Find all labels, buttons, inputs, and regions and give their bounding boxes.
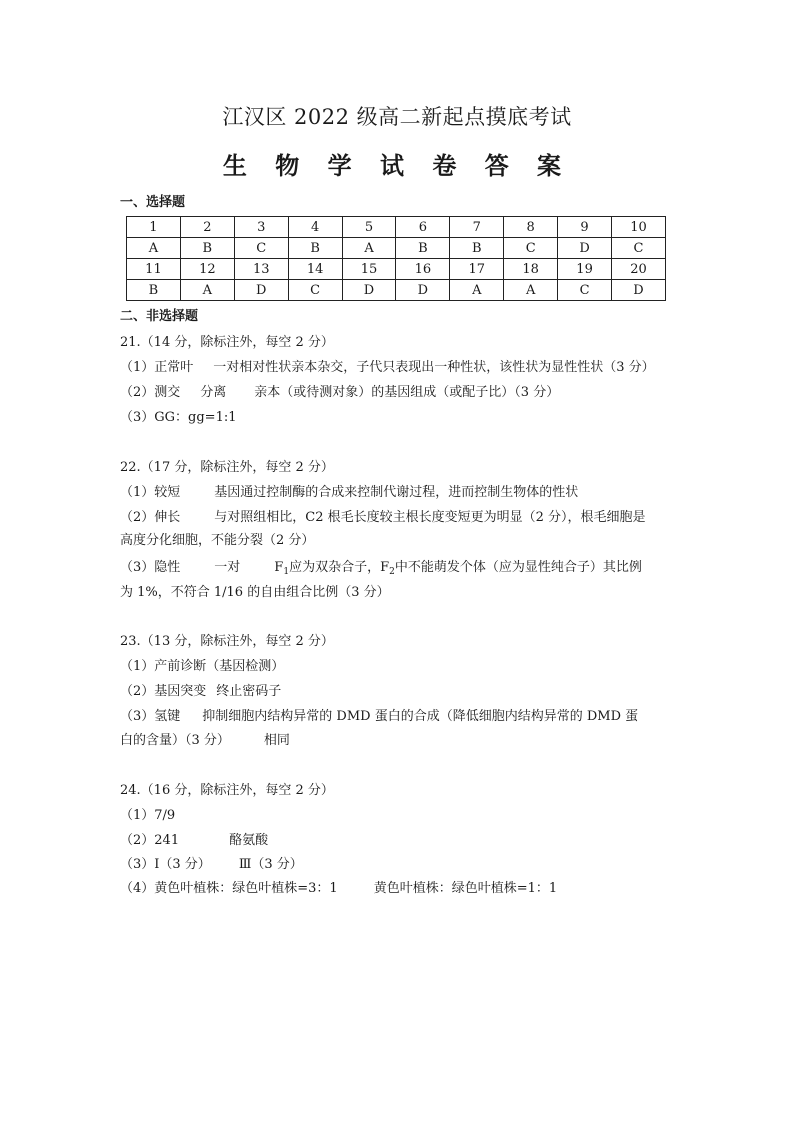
q24-answer-4	[120, 877, 557, 896]
q23-answer-3a: （3）氢键	[120, 709, 181, 724]
table-cell: C	[504, 238, 558, 259]
q24-answer-1: （1）7/9	[120, 808, 176, 823]
table-cell: 10	[612, 217, 666, 238]
table-cell: B	[127, 280, 181, 301]
q22-header: 22.（17 分，除标注外，每空 2 分）	[120, 460, 334, 475]
q23-answer-3	[120, 705, 638, 724]
exam-subtitle: 生 物 学 试 卷 答 案	[222, 152, 572, 180]
table-cell: 13	[234, 259, 288, 280]
q24-answer-3b: Ⅲ（3 分）	[238, 857, 303, 872]
q24-answer-2	[120, 829, 268, 848]
q21-answer-2a: （2）测交	[120, 385, 181, 400]
table-cell: A	[127, 238, 181, 259]
table-cell: 17	[450, 259, 504, 280]
table-cell: B	[450, 238, 504, 259]
q23-answer-2	[120, 680, 281, 699]
q22-answer-2a: （2）伸长	[120, 510, 181, 525]
q22-answer-3c-mid: 应为双杂合子，F	[289, 560, 390, 575]
answer-table	[126, 216, 666, 301]
table-cell: 1	[127, 217, 181, 238]
section-heading-nonchoice: 二、非选择题	[120, 309, 199, 324]
table-row	[127, 238, 666, 259]
table-cell: 8	[504, 217, 558, 238]
q23-answer-3b: 抑制细胞内结构异常的 DMD 蛋白的合成（降低细胞内结构异常的 DMD 蛋	[202, 709, 639, 724]
table-row	[127, 259, 666, 280]
table-cell: C	[234, 238, 288, 259]
table-cell: D	[342, 280, 396, 301]
q21-answer-2	[120, 381, 559, 400]
table-cell: 20	[612, 259, 666, 280]
q22-answer-2b: 与对照组相比，C2 根毛长度较主根长度变短更为明显（2 分），根毛细胞是	[214, 510, 646, 525]
table-cell: C	[558, 280, 612, 301]
table-cell: 16	[396, 259, 450, 280]
q21-answer-2c: 亲本（或待测对象）的基因组成（或配子比）（3 分）	[254, 385, 560, 400]
table-cell: 5	[342, 217, 396, 238]
q23-answer-2a: （2）基因突变	[120, 684, 207, 699]
table-cell: 18	[504, 259, 558, 280]
q21-header: 21.（14 分，除标注外，每空 2 分）	[120, 335, 334, 350]
table-row	[127, 217, 666, 238]
exam-title: 江汉区 2022 级高二新起点摸底考试	[222, 105, 572, 129]
table-cell: 2	[180, 217, 234, 238]
q22-answer-3c-sub2: 2	[389, 567, 395, 577]
q22-answer-3b: 一对	[214, 560, 241, 575]
q22-answer-3c-end: 中不能萌发个体（应为显性纯合子）其比例	[394, 560, 642, 575]
q22-answer-3-cont: 为 1%，不符合 1/16 的自由组合比例（3 分）	[120, 585, 390, 600]
table-cell: 15	[342, 259, 396, 280]
q22-answer-1a: （1）较短	[120, 485, 181, 500]
q24-answer-2a: （2）241	[120, 833, 180, 848]
table-cell: A	[342, 238, 396, 259]
table-cell: D	[612, 280, 666, 301]
table-cell: 7	[450, 217, 504, 238]
q23-answer-2b: 终止密码子	[216, 684, 282, 699]
q22-answer-3c-sub1: 1	[283, 567, 290, 577]
table-cell: A	[504, 280, 558, 301]
q24-header: 24.（16 分，除标注外，每空 2 分）	[120, 783, 334, 798]
q22-answer-3a: （3）隐性	[120, 560, 181, 575]
q24-answer-4a: （4）黄色叶植株：绿色叶植株=3：1	[120, 881, 338, 896]
q24-answer-2b: 酪氨酸	[229, 833, 269, 848]
table-cell: 14	[288, 259, 342, 280]
table-cell: 6	[396, 217, 450, 238]
q22-answer-3c-f: F	[274, 560, 284, 575]
table-cell: A	[450, 280, 504, 301]
table-cell: 12	[180, 259, 234, 280]
q24-answer-3a: （3）Ⅰ（3 分）	[120, 857, 211, 872]
q21-answer-3: （3）GG：gg=1:1	[120, 410, 237, 425]
table-cell: D	[234, 280, 288, 301]
table-cell: B	[396, 238, 450, 259]
q21-answer-1b: 一对相对性状亲本杂交，子代只表现出一种性状，该性状为显性性状（3 分）	[213, 360, 655, 375]
q21-answer-2b: 分离	[200, 385, 227, 400]
table-cell: C	[288, 280, 342, 301]
q21-answer-1	[120, 356, 655, 375]
q22-answer-3	[120, 556, 642, 577]
q22-answer-2-cont: 高度分化细胞，不能分裂（2 分）	[120, 533, 315, 548]
q23-answer-3-cont	[120, 729, 290, 748]
q24-answer-3	[120, 853, 303, 872]
q24-answer-4b: 黄色叶植株：绿色叶植株=1：1	[373, 881, 558, 896]
table-cell: 19	[558, 259, 612, 280]
table-cell: A	[180, 280, 234, 301]
table-cell: 11	[127, 259, 181, 280]
q22-answer-1b: 基因通过控制酶的合成来控制代谢过程，进而控制生物体的性状	[214, 485, 579, 500]
section-heading-choice: 一、选择题	[120, 195, 186, 210]
table-cell: 3	[234, 217, 288, 238]
table-cell: C	[612, 238, 666, 259]
q21-answer-1a: （1）正常叶	[120, 360, 194, 375]
q23-header: 23.（13 分，除标注外，每空 2 分）	[120, 634, 334, 649]
table-row	[127, 280, 666, 301]
table-cell: D	[396, 280, 450, 301]
table-cell: B	[180, 238, 234, 259]
table-cell: 4	[288, 217, 342, 238]
q23-answer-3c: 白的含量）（3 分）	[120, 733, 230, 748]
q23-answer-3d: 相同	[263, 733, 290, 748]
table-cell: D	[558, 238, 612, 259]
q22-answer-2	[120, 506, 646, 525]
table-cell: B	[288, 238, 342, 259]
q22-answer-1	[120, 481, 578, 500]
table-cell: 9	[558, 217, 612, 238]
q23-answer-1: （1）产前诊断（基因检测）	[120, 659, 285, 674]
